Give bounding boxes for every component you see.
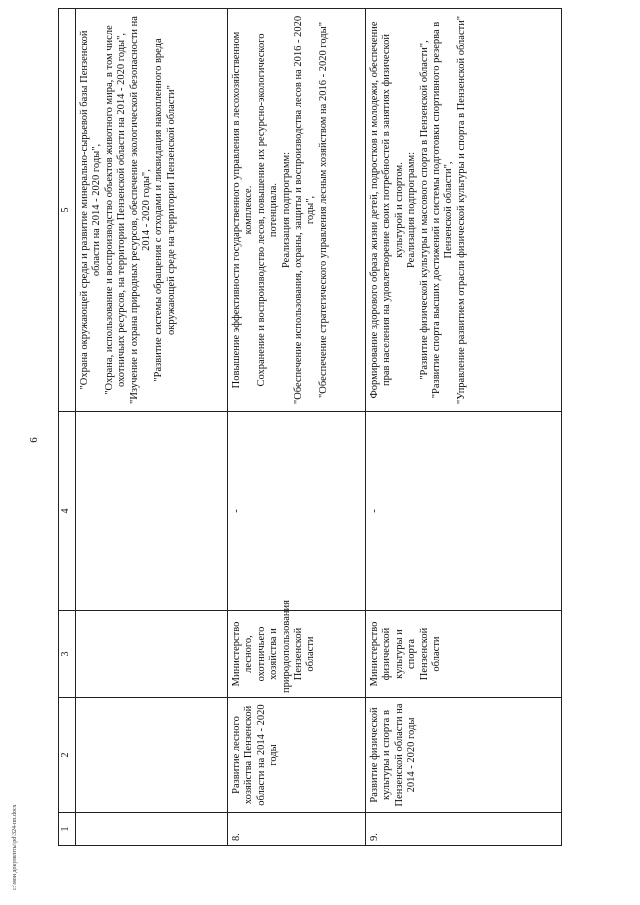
column-number-3: 3 — [59, 611, 76, 698]
program-goals — [228, 9, 366, 412]
responsible-executor — [76, 611, 228, 698]
row-number — [76, 813, 228, 846]
goal-text: Сохранение и воспроизводство лесов, повышение их ресурсно-экологического потенциала. — [255, 33, 280, 387]
goal-text: Реализация подпрограмм: — [406, 151, 418, 269]
goal-text: Реализация подпрограмм: — [280, 151, 292, 269]
program-name: Развитие физической культуры и спорта в Пензенской области на 2014 - 2020 годы — [366, 698, 562, 813]
column-number-4: 4 — [59, 412, 76, 611]
rotated-page — [28, 15, 568, 846]
row-number: 9. — [366, 813, 562, 846]
program-goals — [76, 9, 228, 412]
goal-text: "Развитие физической культуры и массового спорта в Пензенской области", — [418, 40, 430, 380]
goal-text: "Развитие системы обращения с отходами и ликвидация накопленного вреда окружающей среде на территории Пензенской области" — [153, 38, 177, 382]
column-4-value: - — [228, 412, 366, 611]
column-number-1: 1 — [59, 813, 76, 846]
goal-text: "Обеспечение стратегического управления лесным хозяйством на 2016 - 2020 годы" — [317, 22, 329, 398]
goal-text: "Охрана окружающей среды и развитие минерально-сырьевой базы Пензенской области на 2014 - 2020 годы", — [79, 30, 103, 390]
table-row — [228, 9, 366, 846]
goal-text: Формирование здорового образа жизни детей, подростков и молодежи, обеспечение прав населения на удовлетворение своих потребностей в занятиях физической культурой и спортом. — [369, 21, 405, 399]
column-number-2: 2 — [59, 698, 76, 813]
program-goals — [366, 9, 562, 412]
row-number: 8. — [228, 813, 366, 846]
goal-text: "Охрана, использование и воспроизводство объектов животного мира, в том числе охотничьих ресурсов, на территории Пензенской области на 2014 - 2020 годы", — [103, 25, 128, 395]
file-path-footer: c:\мои документы\pd\324-пп.docx — [12, 804, 18, 890]
page-number: 6 — [28, 437, 40, 443]
goal-text: "Развитие спорта высших достижений и системы подготовки спортивного резерва в Пензенской области", — [430, 21, 455, 399]
program-name: Развитие лесного хозяйства Пензенской области на 2014 - 2020 годы — [228, 698, 366, 813]
responsible-executor: Министерство лесного, охотничьего хозяйства и природопользования Пензенской области — [228, 611, 366, 698]
column-number-5: 5 — [59, 9, 76, 412]
goal-text: "Обеспечение использования, охраны, защиты и воспроизводства лесов на 2016 - 2020 годы", — [292, 15, 317, 405]
goal-text: Повышение эффективности государственного управления в лесохозяйственном комплексе. — [231, 31, 255, 389]
goal-text: "Управление развитием отрасли физической культуры и спорта в Пензенской области" — [455, 15, 467, 405]
column-number-row — [59, 9, 76, 846]
program-name — [76, 698, 228, 813]
programs-table — [58, 8, 562, 846]
table-row — [366, 9, 562, 846]
table-row — [76, 9, 228, 846]
goal-text: "Изучение и охрана природных ресурсов, обеспечение экологической безопасности на 2014 - 2020 годы", — [128, 16, 152, 404]
column-4-value — [76, 412, 228, 611]
column-4-value: - — [366, 412, 562, 611]
responsible-executor: Министерство физической культуры и спорта Пензенской области — [366, 611, 562, 698]
